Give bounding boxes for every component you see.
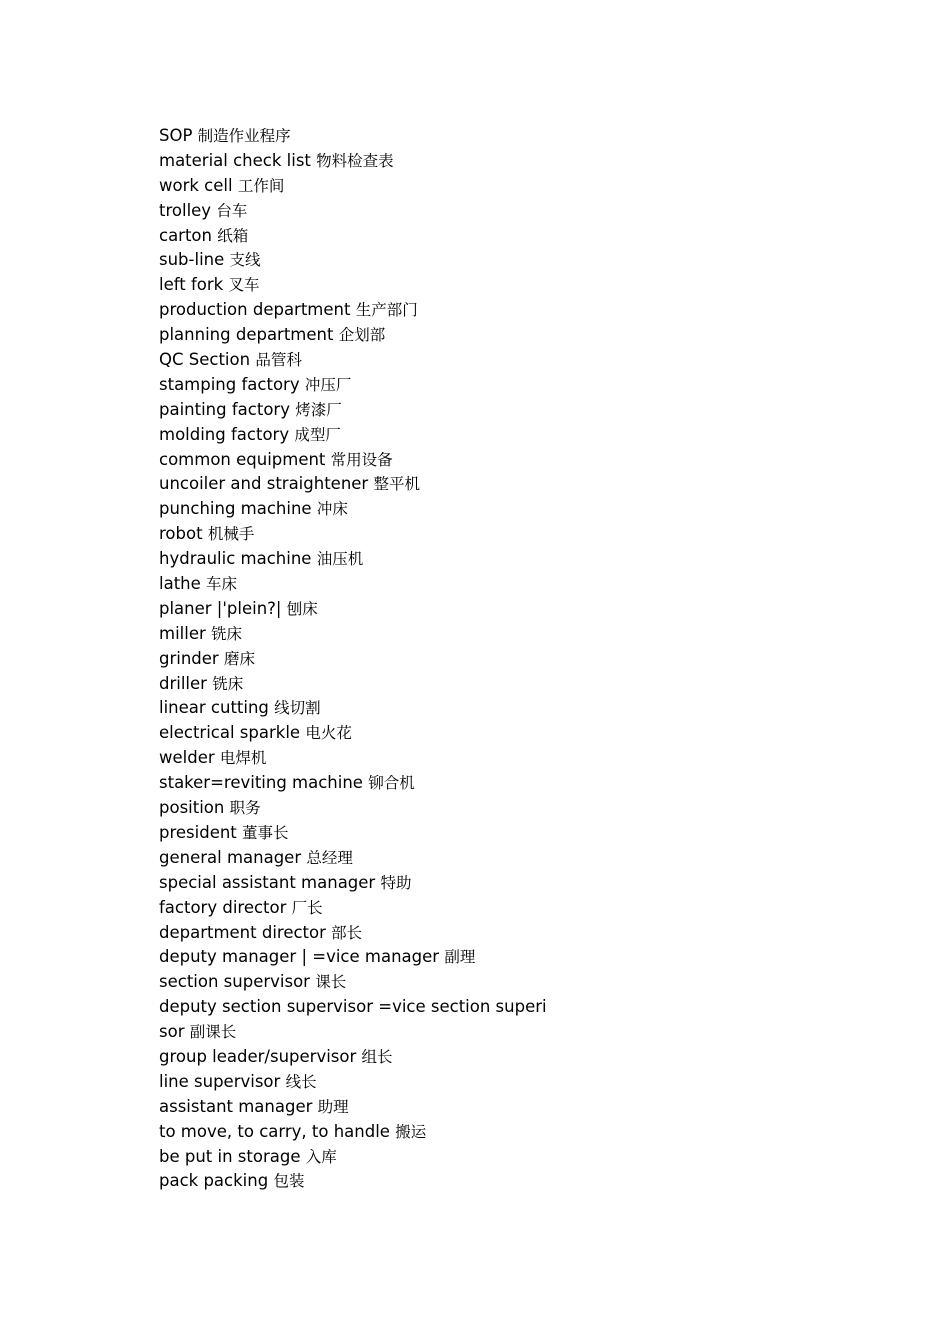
glossary-entry [159,1045,579,1070]
glossary-entry [159,497,579,522]
glossary-entry [159,821,579,846]
entry-chinese-term: 企划部 [338,326,386,345]
entry-english-term: line supervisor [159,1071,281,1091]
glossary-entry [159,224,579,249]
entry-chinese-term: 副理 [444,948,476,967]
entry-chinese-term: 物料检查表 [316,151,394,170]
entry-english-term: QC Section [159,350,251,370]
entry-english-term: general manager [159,847,302,867]
entry-chinese-term: 机械手 [207,525,255,544]
entry-chinese-term: 叉车 [228,276,260,295]
glossary-entry [159,1020,579,1045]
entry-english-term: sor [159,1022,185,1042]
glossary-entry [159,174,579,199]
entry-english-term: sub-line [159,250,225,270]
entry-english-term: left fork [159,275,224,295]
entry-chinese-term: 副课长 [189,1023,237,1042]
glossary-entry [159,323,579,348]
glossary-entry [159,572,579,597]
entry-chinese-term: 台车 [216,201,248,220]
entry-chinese-term: 品管科 [255,351,302,370]
entry-english-term: special assistant manager [159,872,376,892]
glossary-entry [159,348,579,373]
glossary-entry [159,398,579,423]
entry-chinese-term: 董事长 [242,823,289,842]
glossary-entry [159,647,579,672]
entry-english-term: group leader/supervisor [159,1046,357,1066]
glossary-entry [159,149,579,174]
glossary-entry [159,1070,579,1095]
entry-english-term: miller [159,623,206,643]
entry-english-term: production department [159,300,351,320]
entry-chinese-term: 成型厂 [294,425,341,444]
entry-english-term: driller [159,673,207,693]
entry-english-term: deputy manager | =vice manager [159,947,440,967]
entry-chinese-term: 铆合机 [368,774,415,793]
glossary-entry [159,721,579,746]
entry-chinese-term: 铣床 [211,624,243,643]
entry-chinese-term: 助理 [317,1097,349,1116]
glossary-entry [159,871,579,896]
entry-english-term: lathe [159,574,201,594]
glossary-entry [159,921,579,946]
entry-english-term: material check list [159,150,311,170]
entry-chinese-term: 特助 [380,873,412,892]
entry-chinese-term: 冲压厂 [304,375,352,394]
entry-english-term: assistant manager [159,1096,313,1116]
entry-chinese-term: 纸箱 [217,226,249,245]
entry-english-term: uncoiler and straightener [159,474,369,494]
glossary-entry [159,1120,579,1145]
entry-english-term: grinder [159,648,219,668]
glossary-entry [159,423,579,448]
glossary-entry [159,1145,579,1170]
entry-english-term: factory director [159,897,287,917]
entry-chinese-term: 油压机 [316,550,364,569]
glossary-entry [159,1095,579,1120]
entry-chinese-term: 职务 [229,799,261,818]
entry-chinese-term: 常用设备 [330,450,393,469]
entry-english-term: planning department [159,325,334,345]
glossary-entry [159,622,579,647]
glossary-entry [159,945,579,970]
entry-chinese-term: 搬运 [395,1122,427,1141]
entry-chinese-term: 烤漆厂 [295,400,342,419]
entry-english-term: section supervisor [159,972,310,992]
glossary-entry [159,1169,579,1194]
entry-english-term: department director [159,922,326,942]
entry-english-term: SOP [159,126,193,145]
entry-chinese-term: 生产部门 [355,301,418,320]
entry-chinese-term: 电火花 [305,724,352,743]
glossary-entry [159,696,579,721]
entry-english-term: be put in storage [159,1146,301,1166]
glossary-entry [159,672,579,697]
entry-english-term: linear cutting [159,698,269,718]
glossary-entry [159,199,579,224]
entry-english-term: work cell [159,175,233,195]
glossary-entry [159,970,579,995]
entry-english-term: deputy section supervisor =vice section superi [159,997,547,1017]
glossary-entry [159,298,579,323]
entry-english-term: molding factory [159,424,290,444]
entry-chinese-term: 铣床 [212,674,244,693]
entry-english-term: carton [159,225,212,245]
glossary-entry [159,124,579,149]
glossary-entry [159,846,579,871]
glossary-entry [159,248,579,273]
entry-chinese-term: 冲床 [316,500,348,519]
entry-chinese-term: 刨床 [286,599,318,618]
entry-chinese-term: 入库 [305,1147,337,1166]
glossary-entry [159,273,579,298]
glossary-entry [159,522,579,547]
glossary-entry [159,472,579,497]
entry-english-term: pack packing [159,1171,269,1191]
entry-english-term: painting factory [159,399,290,419]
entry-chinese-term: 磨床 [223,649,255,668]
entry-english-term: common equipment [159,449,326,469]
entry-english-term: hydraulic machine [159,549,312,569]
entry-english-term: stamping factory [159,374,300,394]
entry-chinese-term: 部长 [331,923,363,942]
glossary-entry [159,896,579,921]
entry-english-term: to move, to carry, to handle [159,1121,390,1141]
entry-chinese-term: 厂长 [291,898,323,917]
entry-chinese-term: 总经理 [306,848,353,867]
entry-english-term: president [159,822,237,842]
entry-english-term: trolley [159,200,212,220]
entry-english-term: robot [159,524,203,544]
glossary-entry [159,597,579,622]
glossary-entry [159,448,579,473]
entry-english-term: planer |'plein?| [159,598,282,618]
entry-chinese-term: 工作间 [237,176,285,195]
glossary-entry [159,373,579,398]
entry-chinese-term: 线长 [285,1072,317,1091]
entry-chinese-term: 制造作业程序 [197,127,291,145]
entry-chinese-term: 整平机 [373,475,420,494]
entry-chinese-term: 电焊机 [219,749,267,768]
glossary-entry [159,796,579,821]
entry-chinese-term: 支线 [229,251,261,270]
glossary-entry [159,547,579,572]
entry-english-term: staker=reviting machine [159,773,363,793]
entry-chinese-term: 线切割 [274,699,321,718]
glossary-entry [159,771,579,796]
entry-chinese-term: 包装 [273,1172,305,1191]
entry-english-term: electrical sparkle [159,723,301,743]
glossary-entry [159,746,579,771]
glossary-list [159,124,579,1194]
entry-english-term: position [159,798,225,818]
entry-english-term: punching machine [159,499,312,519]
entry-chinese-term: 课长 [315,973,347,992]
glossary-entry [159,995,579,1020]
entry-english-term: welder [159,748,215,768]
entry-chinese-term: 车床 [206,575,238,594]
entry-chinese-term: 组长 [361,1047,393,1066]
